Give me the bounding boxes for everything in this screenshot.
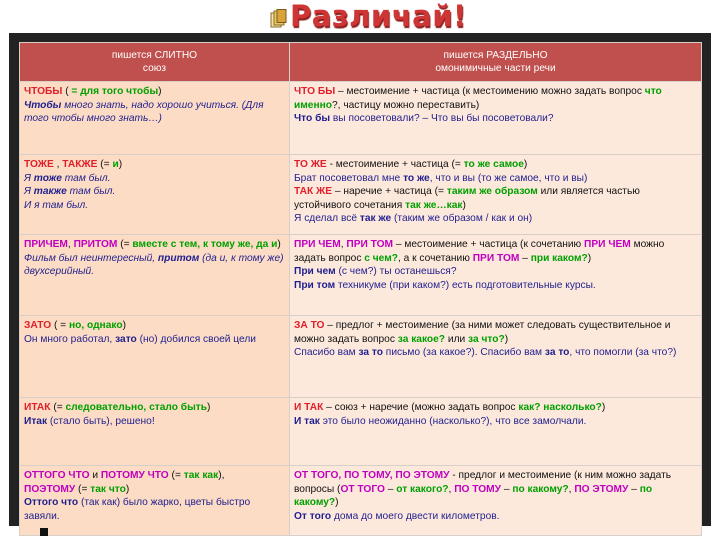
text: ) <box>277 239 281 250</box>
title-bar <box>0 0 720 32</box>
header-left-line1: пишется СЛИТНО <box>111 50 198 61</box>
term: ЧТОБЫ <box>24 86 63 97</box>
term: ТОЖЕ <box>24 159 54 170</box>
example-term: Чтобы <box>24 99 62 111</box>
term: ПРИ ТОМ <box>472 252 520 264</box>
example-text: там был. <box>66 186 116 197</box>
row-ottogo-right <box>290 466 702 536</box>
term: ЗА ТО <box>294 320 325 331</box>
text: ) <box>587 252 592 264</box>
example-term: притом <box>157 252 200 264</box>
term: ОТТОГО ЧТО <box>24 470 90 481</box>
text: – местоимение + частица (к местоимению можно задать вопрос <box>335 86 645 97</box>
text: – наречие + частица (= <box>332 186 447 197</box>
example-term: за то <box>358 347 383 358</box>
term: ПРИ ЧЕМ <box>584 239 631 250</box>
example-term: то же <box>403 172 430 184</box>
example-text: это было неожиданно (насколько?), что все замолчали. <box>319 415 587 427</box>
text: – предлог + местоимение (за ними может следовать существительное и можно задать вопрос <box>294 320 671 345</box>
synonym: то же самое <box>463 159 524 170</box>
question: при каком? <box>530 252 588 264</box>
text: ( <box>62 86 72 97</box>
term: ПО ЭТОМУ <box>574 483 629 495</box>
term: ПОТОМУ ЧТО <box>100 470 169 481</box>
example-text: техникуме (при каком?) есть подготовительные курсы. <box>335 279 596 291</box>
term: ПО ТОМУ <box>454 483 501 495</box>
term: ОТ ТОГО, ПО ТОМУ, ПО ЭТОМУ <box>294 470 450 481</box>
term: ПРИ ЧЕМ <box>294 239 341 250</box>
question: по какому? <box>294 483 653 508</box>
synonym: так что <box>90 483 126 495</box>
text: можно задать вопрос <box>294 239 665 264</box>
text: , <box>448 483 455 495</box>
example-text: много знать, надо хорошо учиться. (Для того чтобы много знать…) <box>24 99 264 124</box>
text: – <box>384 483 397 495</box>
header-right-line2: омонимичные части речи <box>435 63 556 74</box>
text: , <box>340 239 347 250</box>
example-term: И так <box>294 415 320 427</box>
row-chtoby-left <box>20 82 290 155</box>
question: с чем? <box>364 252 398 264</box>
text: ) <box>335 497 339 508</box>
question: что именно <box>294 86 662 111</box>
text: ) <box>158 86 162 97</box>
example-term: Итак <box>24 415 48 427</box>
term: ОТ ТОГО <box>340 483 385 495</box>
text: – <box>628 483 640 495</box>
row-itak-right <box>290 398 702 466</box>
text: , а к сочетанию <box>397 252 473 264</box>
example-text: (так как) было жарко, цветы быстро завяли. <box>24 497 251 522</box>
question: по какому? <box>512 483 569 495</box>
example-text: письмо (за какое?). Спасибо вам <box>382 347 545 358</box>
term: И ТАК <box>294 402 324 413</box>
example-text: Спасибо вам <box>294 347 359 358</box>
row-prichem-right <box>290 235 702 316</box>
example-text: (но) добился своей цели <box>136 333 256 345</box>
example-term: за то <box>544 347 570 358</box>
text: (= <box>75 483 91 495</box>
example-text: Я <box>24 172 34 184</box>
table-row <box>20 466 702 536</box>
synonym: таким же образом <box>446 186 538 197</box>
term: ПРИЧЕМ <box>24 239 68 250</box>
example-term: Оттого что <box>24 497 79 508</box>
example-text: Брат посоветовал мне <box>294 172 404 184</box>
text: ) <box>118 159 123 170</box>
table-row <box>20 235 702 316</box>
books-icon <box>270 9 287 28</box>
row-itak-left <box>20 398 290 466</box>
example-term: зато <box>115 333 137 345</box>
text: - предлог и местоимение (к ним можно задать вопросы ( <box>294 470 672 495</box>
text: – <box>519 252 531 264</box>
table-header-row <box>20 43 702 82</box>
row-zato-left <box>20 316 290 398</box>
term: ПРИ ТОМ <box>346 239 394 250</box>
synonym: вместе с тем, к тому же, да и <box>132 239 278 250</box>
text: ) <box>122 320 126 331</box>
text: и <box>89 470 101 481</box>
text: ) <box>207 402 211 413</box>
text: ?, частицу можно переставить) <box>332 99 480 111</box>
text: (= <box>117 239 133 250</box>
row-prichem-left <box>20 235 290 316</box>
row-tozhe-right <box>290 155 702 235</box>
example-text: (да и, к тому же) двухсерийный. <box>24 252 284 277</box>
text: - местоимение + частица (= <box>326 159 464 170</box>
rules-table <box>19 42 702 536</box>
term: ИТАК <box>24 402 51 413</box>
text: ) <box>504 333 509 345</box>
table-row <box>20 155 702 235</box>
corner-mark <box>40 528 48 536</box>
example-text: Я сделал всё <box>294 213 360 224</box>
text: – союз + наречие (можно задать вопрос <box>323 402 519 413</box>
example-text: вы посоветовали? – Что вы бы посоветовали? <box>330 113 554 124</box>
text: , <box>67 239 74 250</box>
text: , <box>53 159 63 170</box>
synonym: так же…как <box>405 199 463 211</box>
text: ( = <box>51 320 69 331</box>
text: , <box>568 483 575 495</box>
example-term: При чем <box>294 266 336 277</box>
term: ЧТО БЫ <box>294 86 336 97</box>
synonym: = для того чтобы <box>71 86 159 97</box>
text: ), <box>218 470 225 481</box>
example-text: там был. <box>61 172 111 184</box>
example-term: Что бы <box>294 113 331 124</box>
question: как? насколько? <box>518 402 602 413</box>
text: (= <box>168 470 184 481</box>
example-term: При том <box>294 279 336 291</box>
question: за какое? <box>397 333 446 345</box>
example-text: (стало быть), решено! <box>47 415 155 427</box>
text: ) <box>125 483 130 495</box>
question: от какого? <box>396 483 449 495</box>
header-left <box>20 43 290 82</box>
text: ) <box>601 402 606 413</box>
example-text: И я там был. <box>24 199 89 211</box>
example-text: (таким же образом / как и он) <box>391 213 533 224</box>
term: ТАК ЖЕ <box>294 186 332 197</box>
example-text: Он много работал, <box>24 333 116 345</box>
header-right-line1: пишется РАЗДЕЛЬНО <box>443 50 548 61</box>
question: за что? <box>468 333 505 345</box>
text: (= <box>97 159 113 170</box>
text: или <box>445 333 469 345</box>
table-row <box>20 82 702 155</box>
example-text: (с чем?) ты останешься? <box>335 266 457 277</box>
text: или является частью устойчивого сочетания <box>294 186 640 211</box>
term: ПРИТОМ <box>73 239 118 250</box>
example-term: так же <box>359 213 392 224</box>
text: (= <box>50 402 66 413</box>
synonym: так как <box>183 470 219 481</box>
term: ТО ЖЕ <box>294 159 327 170</box>
row-chtoby-right <box>290 82 702 155</box>
synonym: но, однако <box>68 320 123 331</box>
term: ТАКЖЕ <box>62 159 98 170</box>
text: – <box>500 483 513 495</box>
row-zato-right <box>290 316 702 398</box>
header-left-line2: союз <box>142 63 167 74</box>
term: ЗАТО <box>24 320 52 331</box>
example-term: также <box>33 186 67 197</box>
example-text: , что помогли (за что?) <box>569 347 677 358</box>
example-text: , что и вы (то же самое, что и вы) <box>429 172 588 184</box>
example-term: тоже <box>33 172 62 184</box>
term: ПОЭТОМУ <box>24 483 76 495</box>
example-text: Я <box>24 186 34 197</box>
text: – местоимение + частица (к сочетанию <box>393 239 585 250</box>
example-text: дома до моего двести километров. <box>331 510 500 522</box>
row-tozhe-left <box>20 155 290 235</box>
header-right <box>290 43 702 82</box>
row-ottogo-left <box>20 466 290 536</box>
synonym: и <box>112 159 119 170</box>
table-row <box>20 398 702 466</box>
text: ) <box>523 159 528 170</box>
example-text: Фильм был неинтересный, <box>24 252 158 264</box>
synonym: следовательно, стало быть <box>65 402 208 413</box>
table-row <box>20 316 702 398</box>
text: ) <box>462 199 466 211</box>
example-term: От того <box>294 510 332 522</box>
page-title: Различай! <box>290 0 467 33</box>
